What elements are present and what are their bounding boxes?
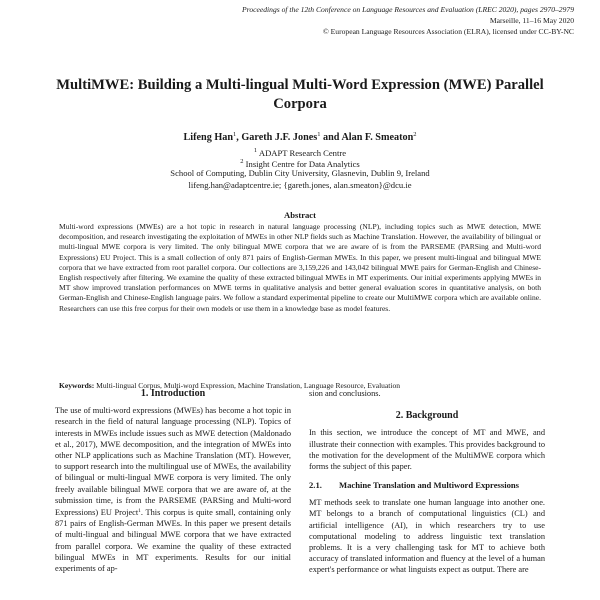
left-column bbox=[55, 388, 291, 574]
title-line-2: Corpora bbox=[273, 96, 327, 112]
right-column bbox=[309, 388, 545, 576]
keywords-text: Multi-lingual Corpus, Multi-word Expression, Machine Translation, Language Resource, Evaluation bbox=[96, 381, 401, 390]
mt-paragraph: MT methods seek to translate one human language into another one. MT belongs to a branch of computational linguistics (CL) and artificial intelligence (AI), in which researchers try to use computational modeling to address linguistic text translation problems. It is a very challenging task for MT to achieve both accuracy of translated information and fluency at the level of a human expert's performance or what linguists expect as output. There are bbox=[309, 498, 545, 575]
proceedings-location: Marseille, 11–16 May 2020 bbox=[489, 16, 574, 25]
proceedings-header bbox=[242, 4, 574, 37]
address: School of Computing, Dublin City University, Glasnevin, Dublin 9, Ireland bbox=[170, 168, 430, 178]
author-2-affil: 1 bbox=[317, 131, 321, 138]
background-paragraph: In this section, we introduce the concept of MT and MWE, and illustrate their connection with examples. This provides background to the motivation for the development of the MultiMWE corpora which forms the subject of this paper. bbox=[309, 428, 545, 472]
author-3-affil: 2 bbox=[413, 131, 417, 138]
subsection-heading bbox=[309, 480, 545, 491]
author-list bbox=[40, 131, 560, 143]
affiliation-2-text: Insight Centre for Data Analytics bbox=[245, 159, 360, 169]
footnote-marker: 1 bbox=[138, 508, 141, 515]
author-2: Gareth J.F. Jones bbox=[241, 132, 318, 143]
section-heading-background: 2. Background bbox=[395, 410, 459, 422]
author-3: Alan F. Smeaton bbox=[341, 132, 414, 143]
author-1-affil: 1 bbox=[233, 131, 237, 138]
subsection-number: 2.1. bbox=[309, 480, 322, 491]
continued-text: sion and conclusions. bbox=[309, 389, 381, 398]
affiliation-2-mark: 2 bbox=[240, 158, 244, 165]
author-emails: lifeng.han@adaptcentre.ie; {gareth.jones, alan.smeaton}@dcu.ie bbox=[188, 180, 412, 190]
intro-text-part-1: The use of multi-word expressions (MWEs) has become a hot topic in research in the field of natural language processing (NLP). Topics of interests in MWEs include issues such as MWE detection (Maldonado et al., 2017), MWE decomposition, and the integration of MWEs into other NLP applications such as Machine Translation (MT). However, to support research into the multilingual use of MWEs, the availability of bilingual or multi-lingual MWE corpora is very limited. The only freely available bilingual MWE corpora that we are aware of, at the submission time, is from the PARSEME (PARSing and Multi-word Expressions) EU Project bbox=[55, 406, 291, 518]
keywords-label: Keywords: bbox=[59, 381, 95, 390]
subsection-title: Machine Translation and Multiword Expressions bbox=[339, 480, 520, 491]
section-heading-introduction: 1. Introduction bbox=[140, 388, 206, 399]
abstract-text: Multi-word expressions (MWEs) are a hot topic in research in natural language processing (NLP), including topics such as MWE detection, MWE decomposition, and research investigating the exploitation of MWEs in other NLP fields such as Machine Translation. However, the availability of bilingual or multi-lingual MWE corpora is very limited. The only bilingual MWE corpora that we are aware of is from the PARSEME (PARSing and Multi-word Expressions) EU Project. This is a small collection of only 871 pairs of English-German MWEs. In this paper, we present multi-lingual and bilingual MWE corpora that we have extracted from root parallel corpora. Our collections are 3,159,226 and 143,042 bilingual MWE pairs for German-English and Chinese-English respectively after filtering. We examine the quality of these extracted bilingual MWEs in MT experiments. Our initial experiments applying MWEs in MT show improved translation performances on MWE terms in qualitative analysis and better general evaluation scores in quantitative analysis, on both German-English and Chinese-English language pairs. We follow a standard experimental pipeline to create our MultiMWE corpora which are available online. Researchers can use this free corpus for their own models or use them in a knowledge base as model features. bbox=[59, 222, 541, 313]
affiliation-1-mark: 1 bbox=[253, 147, 258, 154]
copyright-line: © European Language Resources Association (ELRA), licensed under CC-BY-NC bbox=[322, 27, 574, 36]
intro-paragraph bbox=[55, 405, 291, 574]
affiliation-1-text: ADAPT Research Centre bbox=[258, 148, 347, 158]
author-1: Lifeng Han bbox=[183, 132, 234, 143]
author-sep: , bbox=[236, 132, 242, 143]
author-sep: and bbox=[320, 132, 342, 143]
intro-text-part-2: . This corpus is quite small, containing only 871 pairs of English-German MWEs. In this paper we present details of multi-lingual and bilingual MWE corpora that we have extracted from parallel corpora. We examine the quality of these extracted bilingual MWEs in MT experiments. Results for our initial experiments of ap- bbox=[55, 508, 291, 574]
abstract-heading: Abstract bbox=[284, 210, 316, 220]
paper-title bbox=[40, 76, 560, 114]
title-line-1: MultiMWE: Building a Multi-lingual Multi-Word Expression (MWE) Parallel bbox=[56, 77, 544, 93]
proceedings-line: Proceedings of the 12th Conference on Language Resources and Evaluation (LREC 2020), pages 2970–2979 bbox=[242, 5, 574, 14]
